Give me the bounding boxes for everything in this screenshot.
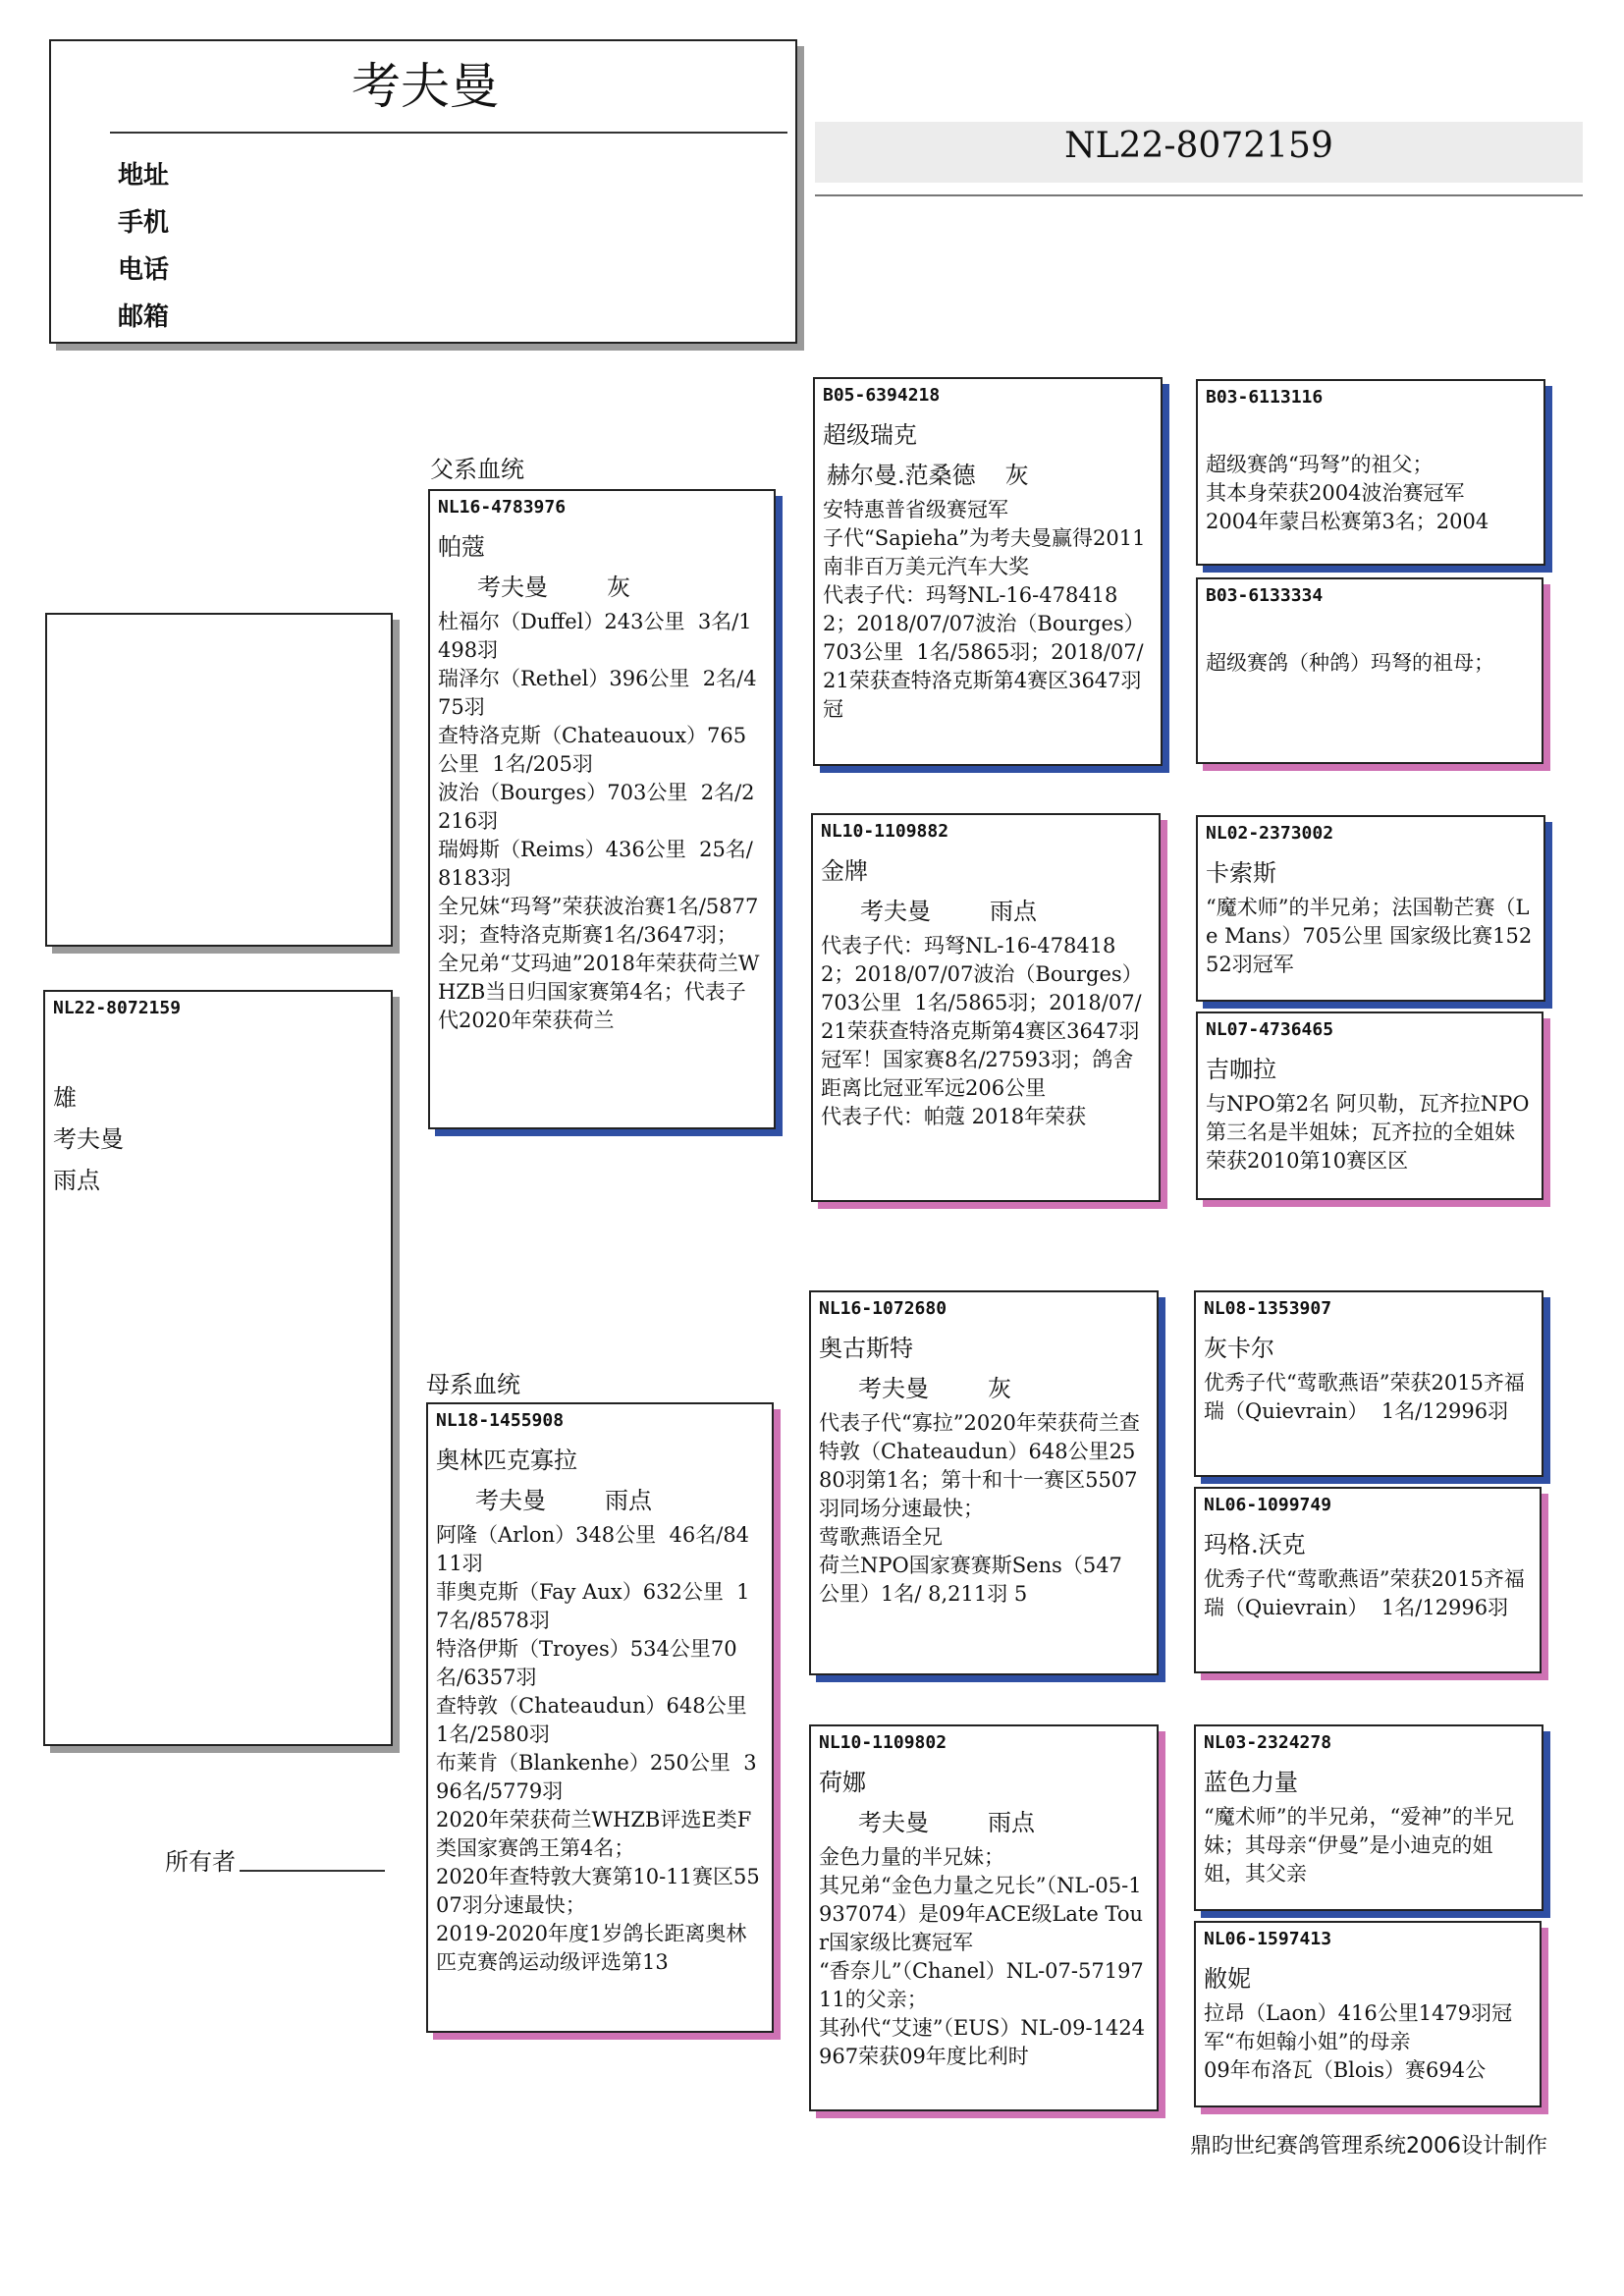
subject-card xyxy=(43,990,393,1746)
dsd-ring: NL06-1099749 xyxy=(1204,1495,1332,1515)
subject-color: 雨点 xyxy=(53,1167,100,1194)
ssd-ring: B03-6133334 xyxy=(1206,585,1324,606)
sire-dam-color: 雨点 xyxy=(990,898,1037,925)
sire-dam-card xyxy=(811,813,1161,1202)
dds-card xyxy=(1194,1724,1543,1911)
sire-dam-name: 金牌 xyxy=(821,857,868,885)
sss-name xyxy=(1206,417,1543,445)
dam-sire-breeder-color xyxy=(858,1369,1157,1403)
dss-name: 灰卡尔 xyxy=(1204,1335,1274,1362)
sire-dam-description: 代表子代：玛弩NL-16-4784182；2018/07/07波治（Bourges）703公里 1名/5865羽；2018/07/21荣获查特洛克斯第4赛区3647羽冠军！国家赛8名/27593羽；鸽舍距离比冠亚军远206公里 代表子代：帕蔻 2018年荣获 xyxy=(821,934,1143,1128)
label-address: 地址 xyxy=(118,161,170,191)
sdd-description: 与NPO第2名 阿贝勒，瓦齐拉NPO第三名是半姐妹；瓦齐拉的全姐妹荣获2010第10赛区区 xyxy=(1206,1092,1530,1173)
dam-breeder: 考夫曼 xyxy=(475,1487,546,1514)
footer-credit: 鼎昀世纪赛鸽管理系统2006设计制作 xyxy=(1190,2134,1547,2159)
dam-card xyxy=(426,1402,774,2033)
sire-sire-breeder: 赫尔曼.范桑德 xyxy=(827,462,976,489)
dam-sire-ring: NL16-1072680 xyxy=(819,1298,947,1319)
subject-ring: NL22-8072159 xyxy=(53,998,182,1018)
sdd-card xyxy=(1196,1011,1543,1200)
ddd-description: 拉昂（Laon）416公里1479羽冠军“布妲翰小姐”的母亲 09年布洛瓦（Blois）赛694公 xyxy=(1204,2001,1513,2082)
dds-ring: NL03-2324278 xyxy=(1204,1732,1332,1753)
dam-dam-description: 金色力量的半兄妹； 其兄弟“金色力量之兄长”（NL-05-1937074）是09年ACE级Late Tour国家级比赛冠军 “香奈儿”（Chanel）NL-07-5719711的父亲； 其孙代“艾速”（EUS）NL-09-1424967荣获09年度比利时 xyxy=(819,1845,1146,2068)
sire-sire-card xyxy=(813,377,1163,766)
sire-description: 杜福尔（Duffel）243公里 3名/1498羽 瑞泽尔（Rethel）396公里 2名/475羽 查特洛克斯（Chateauoux）765公里 1名/205羽 波治（Bourges）703公里 2名/2216羽 瑞姆斯（Reims）436公里 25名/8183羽 全兄妹“玛弩”荣获波治赛1名/5877羽；查特洛克斯赛1名/3647羽； 全兄弟“艾玛迪”2018年荣获荷兰WHZB当日归国家赛第4名；代表子代2020年荣获荷兰 xyxy=(438,610,760,1032)
sire-color: 灰 xyxy=(607,574,630,601)
dam-color: 雨点 xyxy=(605,1487,652,1514)
sire-ring: NL16-4783976 xyxy=(438,497,567,518)
dam-sire-breeder: 考夫曼 xyxy=(858,1375,929,1402)
dam-breeder-color xyxy=(475,1481,772,1515)
sdd-ring: NL07-4736465 xyxy=(1206,1019,1334,1040)
sire-sire-ring: B05-6394218 xyxy=(823,385,941,406)
ring-banner-text: NL22-8072159 xyxy=(1064,126,1333,166)
breeder-name-title: 考夫曼 xyxy=(352,58,499,115)
dam-sire-card xyxy=(809,1290,1159,1675)
dam-dam-card xyxy=(809,1724,1159,2111)
sds-ring: NL02-2373002 xyxy=(1206,823,1334,844)
sire-sire-breeder-color xyxy=(827,456,1161,490)
sss-card xyxy=(1196,379,1545,566)
owner-line xyxy=(240,1870,385,1872)
sire-sire-description: 安特惠普省级赛冠军 子代“Sapieha”为考夫曼赢得2011南非百万美元汽车大奖 代表子代：玛弩NL-16-4784182；2018/07/07波治（Bourges）703公里 1名/5865羽；2018/07/21荣获查特洛克斯第4赛区3647羽冠 xyxy=(823,498,1146,721)
sire-breeder: 考夫曼 xyxy=(477,574,548,601)
ddd-name: 敝妮 xyxy=(1204,1965,1251,1993)
dsd-name: 玛格.沃克 xyxy=(1204,1531,1306,1558)
sss-ring: B03-6113116 xyxy=(1206,387,1324,408)
header-divider xyxy=(110,132,787,134)
dss-ring: NL08-1353907 xyxy=(1204,1298,1332,1319)
dsd-description: 优秀子代“莺歌燕语”荣获2015齐福瑞（Quievrain） 1名/12996羽 xyxy=(1204,1567,1525,1619)
sire-card xyxy=(428,489,776,1129)
dam-dam-ring: NL10-1109802 xyxy=(819,1732,947,1753)
sire-sire-name: 超级瑞克 xyxy=(823,421,917,449)
sire-section-label: 父系血统 xyxy=(430,456,524,483)
sds-name: 卡索斯 xyxy=(1206,859,1276,887)
dam-dam-breeder-color xyxy=(858,1803,1157,1837)
ddd-ring: NL06-1597413 xyxy=(1204,1929,1332,1949)
dam-sire-description: 代表子代“寡拉”2020年荣获荷兰查特敦（Chateaudun）648公里2580羽第1名；第十和十一赛区5507羽同场分速最快； 莺歌燕语全兄 荷兰NPO国家赛赛斯Sens（547 公里）1名/ 8,211羽 5 xyxy=(819,1411,1140,1606)
owner-label: 所有者 xyxy=(165,1848,236,1876)
dss-description: 优秀子代“莺歌燕语”荣获2015齐福瑞（Quievrain） 1名/12996羽 xyxy=(1204,1371,1525,1423)
sdd-name: 吉咖拉 xyxy=(1206,1056,1276,1083)
subject-breeder: 考夫曼 xyxy=(53,1125,124,1153)
sds-description: “魔术师”的半兄弟；法国勒芒赛（Le Mans）705公里 国家级比赛15252羽冠军 xyxy=(1206,896,1533,976)
label-phone: 电话 xyxy=(118,255,170,285)
ssd-card xyxy=(1196,577,1543,764)
subject-sex: 雄 xyxy=(53,1084,77,1112)
dam-dam-name: 荷娜 xyxy=(819,1769,866,1796)
dds-description: “魔术师”的半兄弟，“爱神”的半兄妹；其母亲“伊曼”是小迪克的姐姐，其父亲 xyxy=(1204,1805,1514,1886)
sire-sire-color: 灰 xyxy=(1004,462,1029,489)
sire-dam-ring: NL10-1109882 xyxy=(821,821,949,842)
dam-description: 阿隆（Arlon）348公里 46名/8411羽 菲奥克斯（Fay Aux）632公里 17名/8578羽 特洛伊斯（Troyes）534公里70名/6357羽 查特敦（Chateaudun）648公里 1名/2580羽 布莱肯（Blankenhe）250公里 396名/5779羽 2020年荣获荷兰WHZB评选E类F类国家赛鸽王第4名； 2020年查特敦大赛第10-11赛区5507羽分速最快； 2019-2020年度1岁鸽长距离奥林匹克赛鸽运动级评选第13 xyxy=(436,1523,760,1974)
sire-dam-breeder-color xyxy=(860,892,1159,926)
dsd-card xyxy=(1194,1487,1542,1673)
sire-breeder-color xyxy=(477,568,774,602)
dam-dam-color: 雨点 xyxy=(988,1809,1035,1836)
dds-name: 蓝色力量 xyxy=(1204,1769,1298,1796)
dam-ring: NL18-1455908 xyxy=(436,1410,565,1431)
ssd-name xyxy=(1206,616,1542,643)
breeder-header-box xyxy=(49,39,797,344)
sds-card xyxy=(1196,815,1545,1002)
dam-sire-color: 灰 xyxy=(988,1375,1011,1402)
ssd-description: 超级赛鸽（种鸽）玛弩的祖母； xyxy=(1206,651,1494,675)
dam-sire-name: 奥古斯特 xyxy=(819,1335,913,1362)
dam-section-label: 母系血统 xyxy=(426,1371,520,1398)
sire-name: 帕蔻 xyxy=(438,533,485,561)
label-mobile: 手机 xyxy=(118,208,170,238)
dss-card xyxy=(1194,1290,1543,1477)
sss-description: 超级赛鸽“玛弩”的祖父； 其本身荣获2004波治赛冠军 2004年蒙吕松赛第3名；2004 xyxy=(1206,453,1489,533)
ring-banner-rule xyxy=(815,194,1583,196)
sire-dam-breeder: 考夫曼 xyxy=(860,898,931,925)
dam-name: 奥林匹克寡拉 xyxy=(436,1447,577,1474)
photo-frame xyxy=(45,613,393,947)
label-email: 邮箱 xyxy=(118,302,170,332)
dam-dam-breeder: 考夫曼 xyxy=(858,1809,929,1836)
ddd-card xyxy=(1194,1921,1542,2107)
